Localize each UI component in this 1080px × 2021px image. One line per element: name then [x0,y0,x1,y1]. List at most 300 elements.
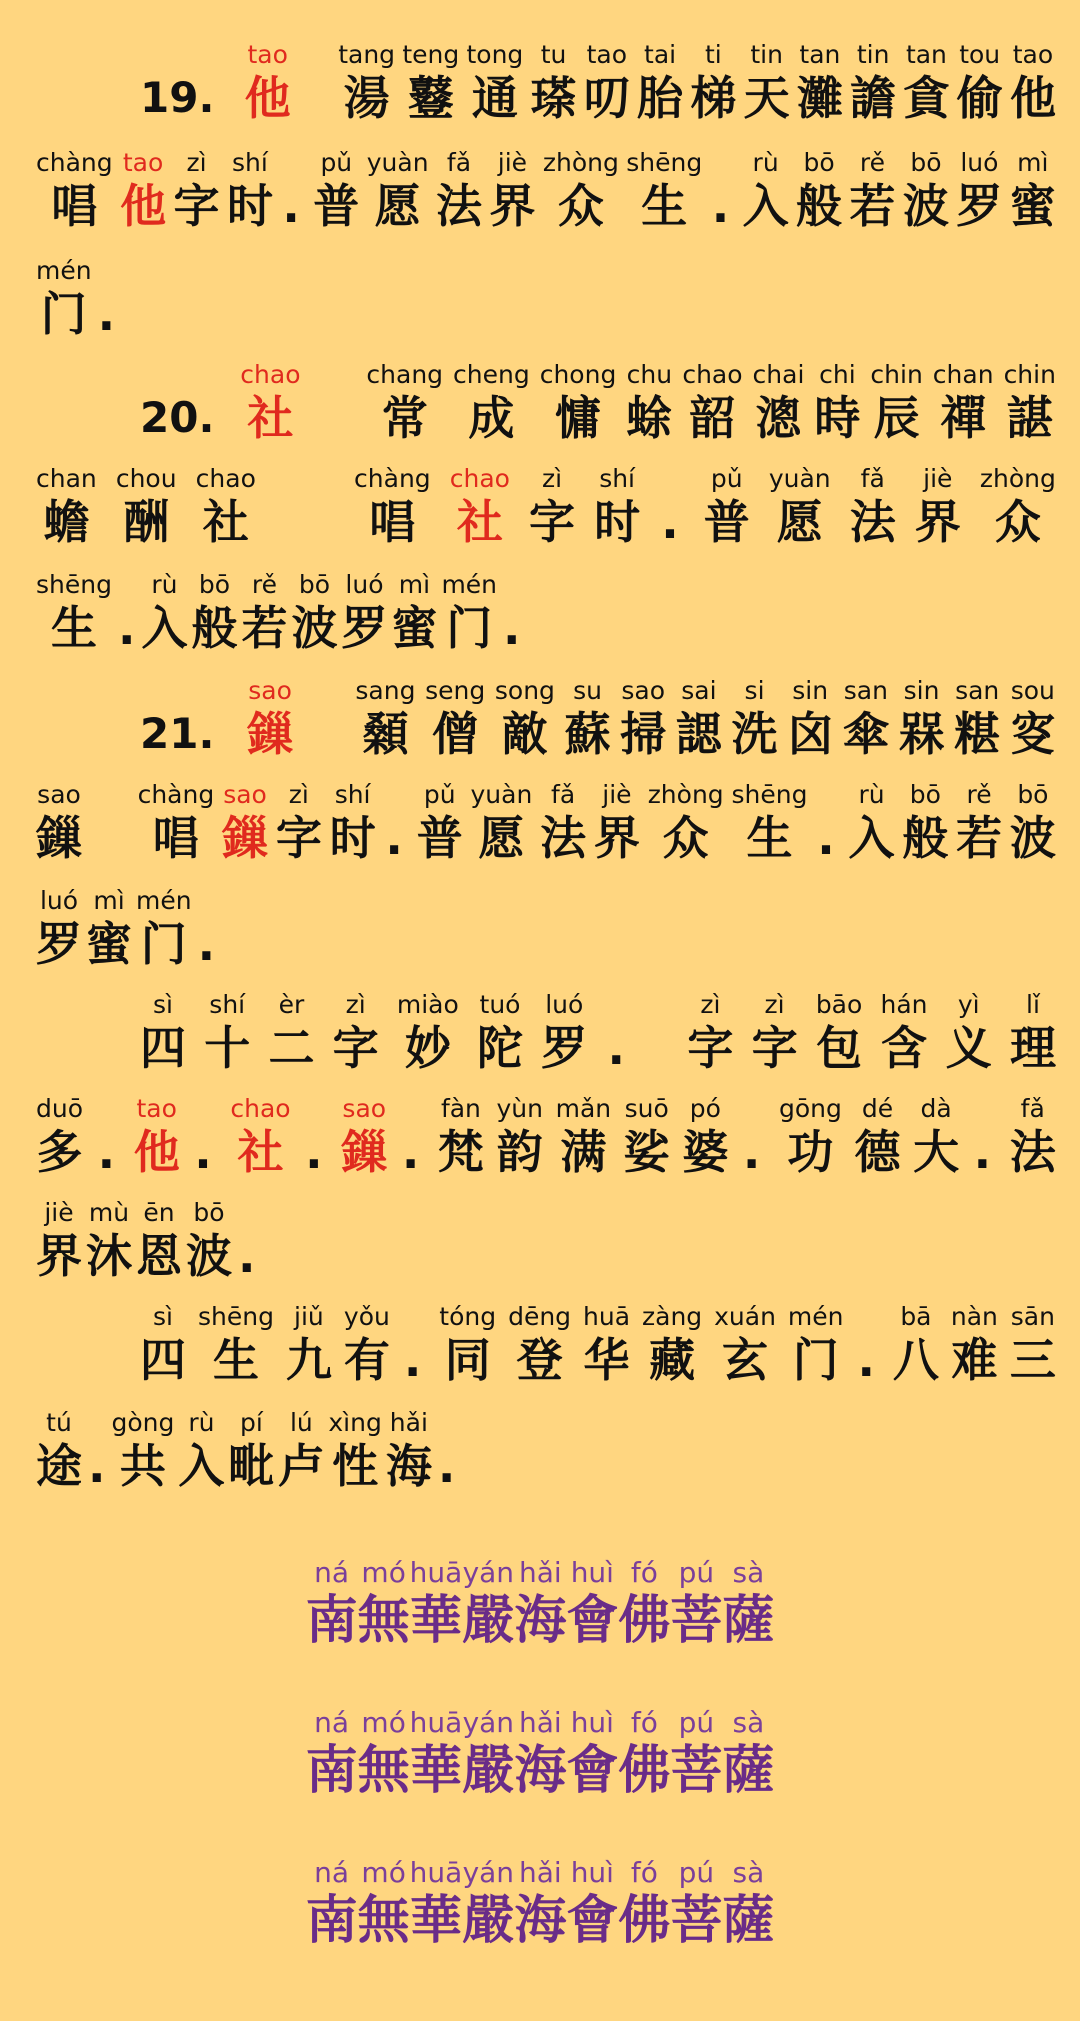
pinyin: dēng [508,1302,572,1331]
hanzi: 时 [594,495,641,549]
punctuation-dot: . [117,601,136,655]
character-with-pinyin [425,676,485,762]
character-with-pinyin [198,1302,274,1388]
hanzi: 華 [409,1890,462,1951]
character-with-pinyin [306,1856,358,1952]
hanzi: 三 [1009,1333,1056,1387]
hanzi: 若 [241,601,288,655]
pinyin: chao [449,464,510,493]
pinyin: bō [198,570,231,599]
hanzi: 叨 [583,71,630,125]
pinyin: chang [366,360,444,389]
character-with-pinyin [594,464,640,550]
pinyin: rě [859,148,886,177]
pinyin: zì [700,990,721,1019]
character-with-pinyin [1004,360,1056,446]
hanzi: 鏁 [222,811,269,865]
pinyin: mén [36,256,92,285]
character-with-pinyin [753,360,805,446]
pinyin: bā [900,1302,932,1331]
pinyin: teng [402,40,460,69]
pinyin: fǎ [860,464,885,493]
character-with-pinyin [344,1302,390,1388]
hanzi: 嚴 [462,1890,515,1951]
hanzi: 满 [560,1125,607,1179]
hanzi: 般 [796,179,843,233]
pinyin: huā [409,1556,463,1589]
hanzi: 字 [332,1021,379,1075]
hanzi: 愿 [478,811,525,865]
character-with-pinyin [642,1302,702,1388]
character-with-pinyin [306,1556,358,1652]
character-with-pinyin [36,1408,82,1494]
character-with-pinyin [583,1302,630,1388]
hanzi: 八 [892,1333,939,1387]
section-number: 21. [140,709,215,758]
character-with-pinyin [540,780,586,866]
hanzi: 门 [446,601,493,655]
character-with-pinyin [136,1198,182,1284]
pinyin: fǎ [1020,1094,1045,1123]
pinyin: pó [689,1094,721,1123]
hanzi: 會 [566,1890,619,1951]
pinyin: sang [355,676,416,705]
highlighted-character [450,464,510,550]
character-with-pinyin [670,1706,722,1802]
hanzi: 难 [951,1333,998,1387]
hanzi: 鏁 [341,1125,388,1179]
verse-line [36,148,1056,234]
hanzi: 鏁 [247,707,294,761]
highlighted-character [341,1094,387,1180]
character-with-pinyin [36,570,112,656]
character-with-pinyin [268,990,314,1076]
hanzi: 罗 [36,917,82,971]
hanzi: 生 [50,601,97,655]
pinyin: ti [704,40,722,69]
pinyin: chan [932,360,994,389]
character-with-pinyin [366,360,443,446]
pinyin: bō [909,780,941,809]
verse-line [36,1198,261,1284]
pinyin: san [843,676,888,705]
hanzi: 法 [1009,1125,1056,1179]
verse-line [140,676,1056,762]
pinyin: huì [570,1856,614,1889]
character-with-pinyin [116,464,177,550]
pinyin: sin [792,676,829,705]
pinyin: sin [903,676,940,705]
hanzi: 生 [641,179,688,233]
hanzi: 佛 [618,1890,671,1951]
highlighted-character [232,40,304,126]
character-with-pinyin [584,40,630,126]
hanzi: 愿 [374,179,421,233]
hanzi: 梵 [437,1125,484,1179]
hanzi: 薩 [722,1740,775,1801]
hanzi: 二 [268,1021,315,1075]
character-with-pinyin [903,148,949,234]
character-with-pinyin [980,464,1056,550]
character-with-pinyin [228,1408,274,1494]
pinyin: chàng [354,464,431,493]
character-with-pinyin [956,148,1002,234]
pinyin: miào [396,990,459,1019]
pinyin: chàng [137,780,215,809]
character-with-pinyin [358,1856,410,1952]
character-with-pinyin [391,570,437,656]
hanzi: 傘 [842,707,889,761]
character-with-pinyin [489,148,535,234]
pinyin: mó [361,1556,406,1589]
hanzi: 韶 [689,391,736,445]
hanzi: 洗 [731,707,778,761]
pinyin: chàng [36,148,113,177]
hanzi: 慵 [555,391,602,445]
pinyin: chao [240,360,301,389]
punctuation-dot: . [503,601,521,655]
punctuation-dot: . [711,179,730,233]
character-with-pinyin [36,464,97,550]
character-with-pinyin [843,676,889,762]
character-with-pinyin [566,1706,618,1802]
character-with-pinyin [531,40,577,126]
character-with-pinyin [191,570,237,656]
character-with-pinyin [620,676,666,762]
character-with-pinyin [797,40,843,126]
pinyin: zì [345,990,366,1019]
character-with-pinyin [648,780,724,866]
hanzi: 波 [1009,811,1056,865]
pinyin: gōng [778,1094,842,1123]
hanzi: 槑 [898,707,945,761]
pinyin: ná [314,1706,350,1739]
hanzi: 蜜 [391,601,438,655]
character-with-pinyin [410,1706,463,1802]
hanzi: 众 [662,811,709,865]
hanzi: 鏁 [36,811,82,865]
punctuation-dot: . [401,1125,420,1179]
pinyin: yuàn [366,148,429,177]
hanzi: 四 [140,1021,186,1075]
character-with-pinyin [497,1094,543,1180]
pinyin: gòng [111,1408,175,1437]
hanzi: 普 [416,811,463,865]
hanzi: 酬 [123,495,170,549]
hanzi: 义 [945,1021,992,1075]
hanzi: 南 [305,1890,358,1951]
pinyin: su [573,676,603,705]
pinyin: bō [298,570,331,599]
pinyin: mì [398,570,431,599]
verse-line [140,360,1056,446]
pinyin: tan [799,40,841,69]
hanzi: 入 [742,179,789,233]
pinyin: bō [803,148,835,177]
hanzi: 众 [557,179,604,233]
pinyin: pú [678,1556,715,1589]
pinyin: shí [599,464,636,493]
pinyin: sì [153,1302,173,1331]
character-with-pinyin [637,40,683,126]
hanzi: 嚴 [462,1590,515,1651]
hanzi: 蜍 [626,391,673,445]
pinyin: tú [46,1408,72,1437]
pinyin: song [494,676,555,705]
character-with-pinyin [402,40,459,126]
punctuation-dot: . [88,1439,106,1493]
pinyin: mǎn [555,1094,612,1123]
hanzi: 婆 [682,1125,729,1179]
character-with-pinyin [849,780,895,866]
character-with-pinyin [438,1094,484,1180]
hanzi: 藏 [649,1333,696,1387]
hanzi: 禪 [940,391,987,445]
character-with-pinyin [903,40,949,126]
hanzi: 若 [956,811,1003,865]
hanzi: 嚴 [462,1740,515,1801]
character-with-pinyin [732,676,778,762]
pinyin: bō [193,1198,225,1227]
pinyin: lǐ [1026,990,1040,1019]
pinyin: yǒu [343,1302,390,1331]
pinyin: bō [910,148,942,177]
hanzi: 華 [409,1590,462,1651]
character-with-pinyin [687,990,733,1076]
hanzi: 界 [36,1229,82,1283]
hanzi: 灘 [796,71,843,125]
pinyin: zàng [642,1302,703,1331]
pinyin: fǎ [446,148,472,177]
highlighted-character [230,1094,290,1180]
character-with-pinyin [704,464,750,550]
hanzi: 菩 [670,1590,723,1651]
pinyin: rù [858,780,885,809]
pinyin: zhòng [979,464,1056,493]
pinyin: hán [880,990,928,1019]
character-with-pinyin [36,1094,83,1180]
pinyin: zì [288,780,309,809]
pinyin: rě [251,570,278,599]
pinyin: tao [122,148,164,177]
character-with-pinyin [682,360,742,446]
hanzi: 大 [913,1125,960,1179]
character-with-pinyin [893,1302,939,1388]
homage-title [0,1556,1080,1652]
hanzi: 卢 [278,1439,325,1493]
pinyin: tao [136,1094,177,1123]
character-with-pinyin [1010,990,1056,1076]
character-with-pinyin [1010,40,1056,126]
character-with-pinyin [956,780,1002,866]
hanzi: 罗 [956,179,1003,233]
character-with-pinyin [136,886,192,972]
hanzi: 恩 [136,1229,182,1283]
pinyin: hǎi [518,1856,562,1889]
punctuation-dot: . [607,1021,625,1075]
character-with-pinyin [1010,780,1056,866]
character-with-pinyin [816,990,862,1076]
character-with-pinyin [676,676,722,762]
hanzi: 多 [36,1125,83,1179]
pinyin: fǎ [551,780,576,809]
character-with-pinyin [462,1706,514,1802]
character-with-pinyin [291,570,337,656]
pinyin: shēng [731,780,808,809]
character-with-pinyin [196,464,256,550]
pinyin: nàn [950,1302,998,1331]
pinyin: pú [678,1706,715,1739]
character-with-pinyin [278,1408,324,1494]
punctuation-dot: . [194,1125,212,1179]
pinyin: zì [541,464,563,493]
character-with-pinyin [514,1856,566,1952]
hanzi: 入 [848,811,895,865]
character-with-pinyin [508,1302,571,1388]
pinyin: ná [314,1556,350,1589]
hanzi: 字 [173,179,220,233]
pinyin: jiè [923,464,953,493]
character-with-pinyin [86,1198,132,1284]
pinyin: sao [37,780,81,809]
hanzi: 波 [902,179,949,233]
hanzi: 界 [914,495,961,549]
highlighted-character [234,360,306,446]
pinyin: chin [870,360,923,389]
hanzi: 界 [593,811,640,865]
pinyin: dà [920,1094,952,1123]
character-with-pinyin [618,1706,670,1802]
pinyin: chan [36,464,97,493]
pinyin: sao [223,780,267,809]
character-with-pinyin [854,1094,900,1180]
hanzi: 唱 [152,811,199,865]
verse-line [140,990,1056,1076]
hanzi: 普 [313,179,360,233]
pinyin: jiǔ [294,1302,324,1331]
hanzi: 罗 [341,601,388,655]
character-with-pinyin [690,40,736,126]
hanzi: 會 [566,1740,619,1801]
hanzi: 社 [247,391,294,445]
punctuation-dot: . [403,1333,422,1387]
character-with-pinyin [566,1856,618,1952]
punctuation-dot: . [238,1229,256,1283]
character-with-pinyin [946,990,992,1076]
hanzi: 理 [1009,1021,1056,1075]
character-with-pinyin [722,1706,774,1802]
hanzi: 湯 [343,71,390,125]
pinyin: sà [732,1556,765,1589]
character-with-pinyin [313,148,359,234]
pinyin: chai [752,360,805,389]
hanzi: 僧 [432,707,479,761]
hanzi: 生 [212,1333,259,1387]
character-with-pinyin [330,780,376,866]
hanzi: 陀 [477,1021,524,1075]
hanzi: 他 [133,1125,180,1179]
hanzi: 社 [202,495,249,549]
character-with-pinyin [140,990,186,1076]
hanzi: 時 [814,391,861,445]
character-with-pinyin [556,1094,612,1180]
hanzi: 众 [994,495,1041,549]
character-with-pinyin [722,1856,774,1952]
hanzi: 华 [583,1333,630,1387]
pinyin: shēng [36,570,112,599]
character-with-pinyin [36,1198,82,1284]
hanzi: 辰 [873,391,920,445]
pinyin: yùn [496,1094,543,1123]
hanzi: 含 [881,1021,928,1075]
character-with-pinyin [286,1302,332,1388]
character-with-pinyin [186,1198,232,1284]
hanzi: 门 [40,287,87,341]
character-with-pinyin [618,1556,670,1652]
hanzi: 胎 [637,71,684,125]
character-with-pinyin [367,148,429,234]
hanzi: 字 [529,495,576,549]
hanzi: 有 [343,1333,390,1387]
character-with-pinyin [466,40,523,126]
hanzi: 沐 [86,1229,132,1283]
pinyin: tin [856,40,890,69]
character-with-pinyin [682,1094,728,1180]
character-with-pinyin [850,40,896,126]
hanzi: 途 [36,1439,82,1493]
pinyin: tao [247,40,288,69]
pinyin: pí [239,1408,263,1437]
pinyin: sà [732,1706,765,1739]
hanzi: 海 [514,1740,567,1801]
verse-line [36,1408,461,1494]
character-with-pinyin [1010,1094,1056,1180]
pinyin: huā [409,1856,463,1889]
character-with-pinyin [417,780,463,866]
verse-line [36,256,121,342]
character-with-pinyin [915,464,961,550]
pinyin: luó [39,886,79,915]
hanzi: 蘇 [564,707,611,761]
pinyin: zhòng [647,780,724,809]
hanzi: 掃 [620,707,667,761]
pinyin: luó [345,570,384,599]
hanzi: 社 [237,1125,284,1179]
pinyin: tóng [439,1302,497,1331]
hanzi: 门 [792,1333,839,1387]
pinyin: ná [314,1856,350,1889]
pinyin: mù [88,1198,130,1227]
character-with-pinyin [618,1856,670,1952]
pinyin: yán [462,1556,515,1589]
character-with-pinyin [514,1706,566,1802]
hanzi: 諶 [1006,391,1053,445]
verse-line [36,1094,1056,1180]
hanzi: 九 [285,1333,332,1387]
pinyin: mén [787,1302,844,1331]
character-with-pinyin [436,148,482,234]
hanzi: 天 [743,71,790,125]
pinyin: dé [861,1094,894,1123]
pinyin: chao [230,1094,291,1123]
character-with-pinyin [779,1094,842,1180]
section-number: 20. [140,393,215,442]
hanzi: 登 [516,1333,563,1387]
hanzi: 般 [191,601,238,655]
pinyin: pǔ [423,780,456,809]
hanzi: 梯 [690,71,737,125]
character-with-pinyin [354,464,431,550]
